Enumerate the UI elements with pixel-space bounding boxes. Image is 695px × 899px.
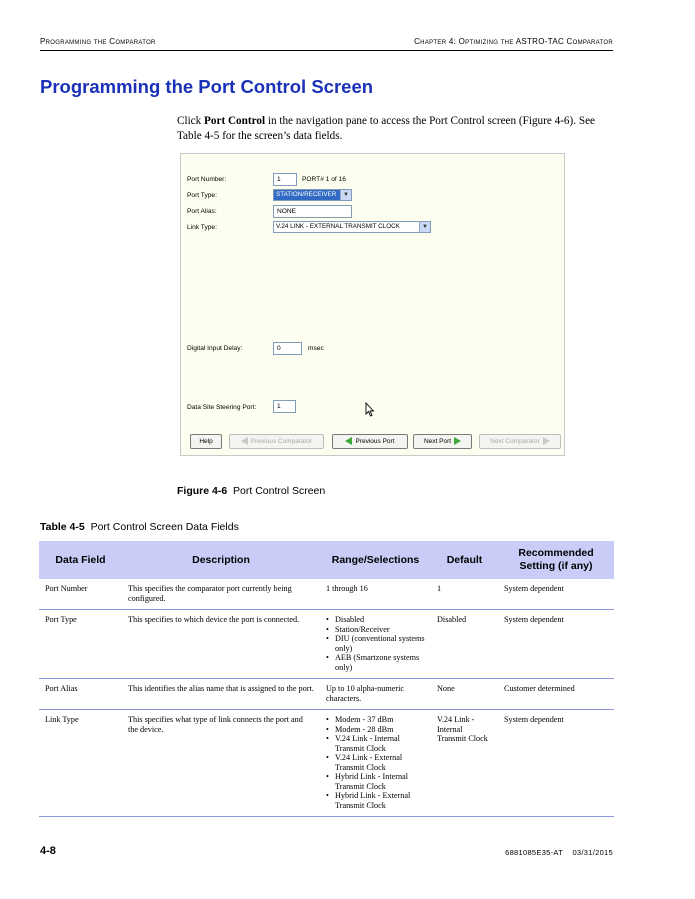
table-header-row <box>39 541 614 579</box>
table-row <box>39 679 614 710</box>
port-alias-input[interactable]: NONE <box>273 205 352 218</box>
digital-input-delay-input[interactable]: 0 <box>273 342 302 355</box>
port-count-text: PORT# 1 of 16 <box>302 176 346 183</box>
header-rule <box>40 50 613 51</box>
default-cell: None <box>431 679 498 710</box>
port-number-input[interactable]: 1 <box>273 173 297 186</box>
range-cell: Up to 10 alpha-numeric characters. <box>320 679 431 710</box>
list-item: • Disabled <box>326 615 425 625</box>
list-item: • Hybrid Link - Internal Transmit Clock <box>326 772 425 791</box>
description-cell: This specifies what type of link connects the port and the device. <box>122 710 320 817</box>
default-cell: 1 <box>431 579 498 610</box>
table-row <box>39 710 614 817</box>
column-header: Range/Selections <box>320 541 431 579</box>
intro-paragraph: Click Port Control in the navigation pane to access the Port Control screen (Figure 4-6). See Table 4-5 for the screen’s data fields. <box>177 115 596 142</box>
previous-comparator-button[interactable]: Previous Comparator <box>229 434 324 449</box>
column-header: Default <box>431 541 498 579</box>
list-item: • AEB (Smartzone systems only) <box>326 653 425 672</box>
port-number-label: Port Number: <box>187 176 227 183</box>
range-cell <box>320 710 431 817</box>
description-cell: This specifies to which device the port is connected. <box>122 610 320 679</box>
help-button[interactable]: Help <box>190 434 222 449</box>
next-comparator-button[interactable]: Next Comparator <box>479 434 561 449</box>
list-item: • DIU (conventional systems only) <box>326 634 425 653</box>
data-field-cell: Port Type <box>39 610 122 679</box>
default-cell: Disabled <box>431 610 498 679</box>
column-header: Data Field <box>39 541 122 579</box>
table-row <box>39 579 614 610</box>
data-site-steering-port-input[interactable]: 1 <box>273 400 296 413</box>
recommended-cell: Customer determined <box>498 679 614 710</box>
next-port-button[interactable]: Next Port <box>413 434 472 449</box>
section-title: Programming the Port Control Screen <box>40 76 374 97</box>
list-item: • V.24 Link - Internal Transmit Clock <box>326 734 425 753</box>
data-field-cell: Port Number <box>39 579 122 610</box>
data-fields-table <box>39 541 614 817</box>
running-header-left: Programming the Comparator <box>40 37 156 46</box>
port-type-label: Port Type: <box>187 192 217 199</box>
digital-input-delay-label: Digital Input Delay: <box>187 345 243 352</box>
list-item: • V.24 Link - External Transmit Clock <box>326 753 425 772</box>
arrow-right-icon <box>543 437 550 445</box>
cursor-icon <box>365 402 375 417</box>
data-site-steering-port-label: Data Site Steering Port: <box>187 404 257 411</box>
arrow-left-icon <box>345 437 352 445</box>
chevron-down-icon: ▼ <box>419 222 430 232</box>
list-item: • Modem - 37 dBm <box>326 715 425 725</box>
port-type-select[interactable]: STATION/RECEIVER ▼ <box>273 189 352 201</box>
default-cell: V.24 Link - Internal Transmit Clock <box>431 710 498 817</box>
arrow-left-icon <box>241 437 248 445</box>
link-type-select[interactable]: V.24 LINK - EXTERNAL TRANSMIT CLOCK ▼ <box>273 221 431 233</box>
recommended-cell: System dependent <box>498 610 614 679</box>
table-caption: Table 4-5 Port Control Screen Data Fields <box>40 521 239 533</box>
recommended-cell: System dependent <box>498 710 614 817</box>
page-number: 4-8 <box>40 845 56 857</box>
list-item: • Hybrid Link - External Transmit Clock <box>326 791 425 810</box>
delay-unit-text: msec <box>308 345 324 352</box>
table-row <box>39 610 614 679</box>
figure-caption: Figure 4-6 Port Control Screen <box>177 485 326 497</box>
port-control-screenshot <box>180 153 565 456</box>
port-control-link-text: Port Control <box>204 115 266 127</box>
document-number: 6881085E35-AT 03/31/2015 <box>505 848 613 857</box>
data-field-cell: Port Alias <box>39 679 122 710</box>
list-item: • Station/Receiver <box>326 625 425 635</box>
description-cell: This identifies the alias name that is assigned to the port. <box>122 679 320 710</box>
column-header: Recommended Setting (if any) <box>498 541 614 579</box>
description-cell: This specifies the comparator port currently being configured. <box>122 579 320 610</box>
arrow-right-icon <box>454 437 461 445</box>
link-type-label: Link Type: <box>187 224 217 231</box>
running-header-right: Chapter 4: Optimizing the ASTRO-TAC Comparator <box>414 37 613 46</box>
range-cell <box>320 610 431 679</box>
previous-port-button[interactable]: Previous Port <box>332 434 408 449</box>
column-header: Description <box>122 541 320 579</box>
recommended-cell: System dependent <box>498 579 614 610</box>
data-field-cell: Link Type <box>39 710 122 817</box>
range-cell: 1 through 16 <box>320 579 431 610</box>
port-alias-label: Port Alias: <box>187 208 217 215</box>
list-item: • Modem - 28 dBm <box>326 725 425 735</box>
chevron-down-icon: ▼ <box>340 190 351 200</box>
